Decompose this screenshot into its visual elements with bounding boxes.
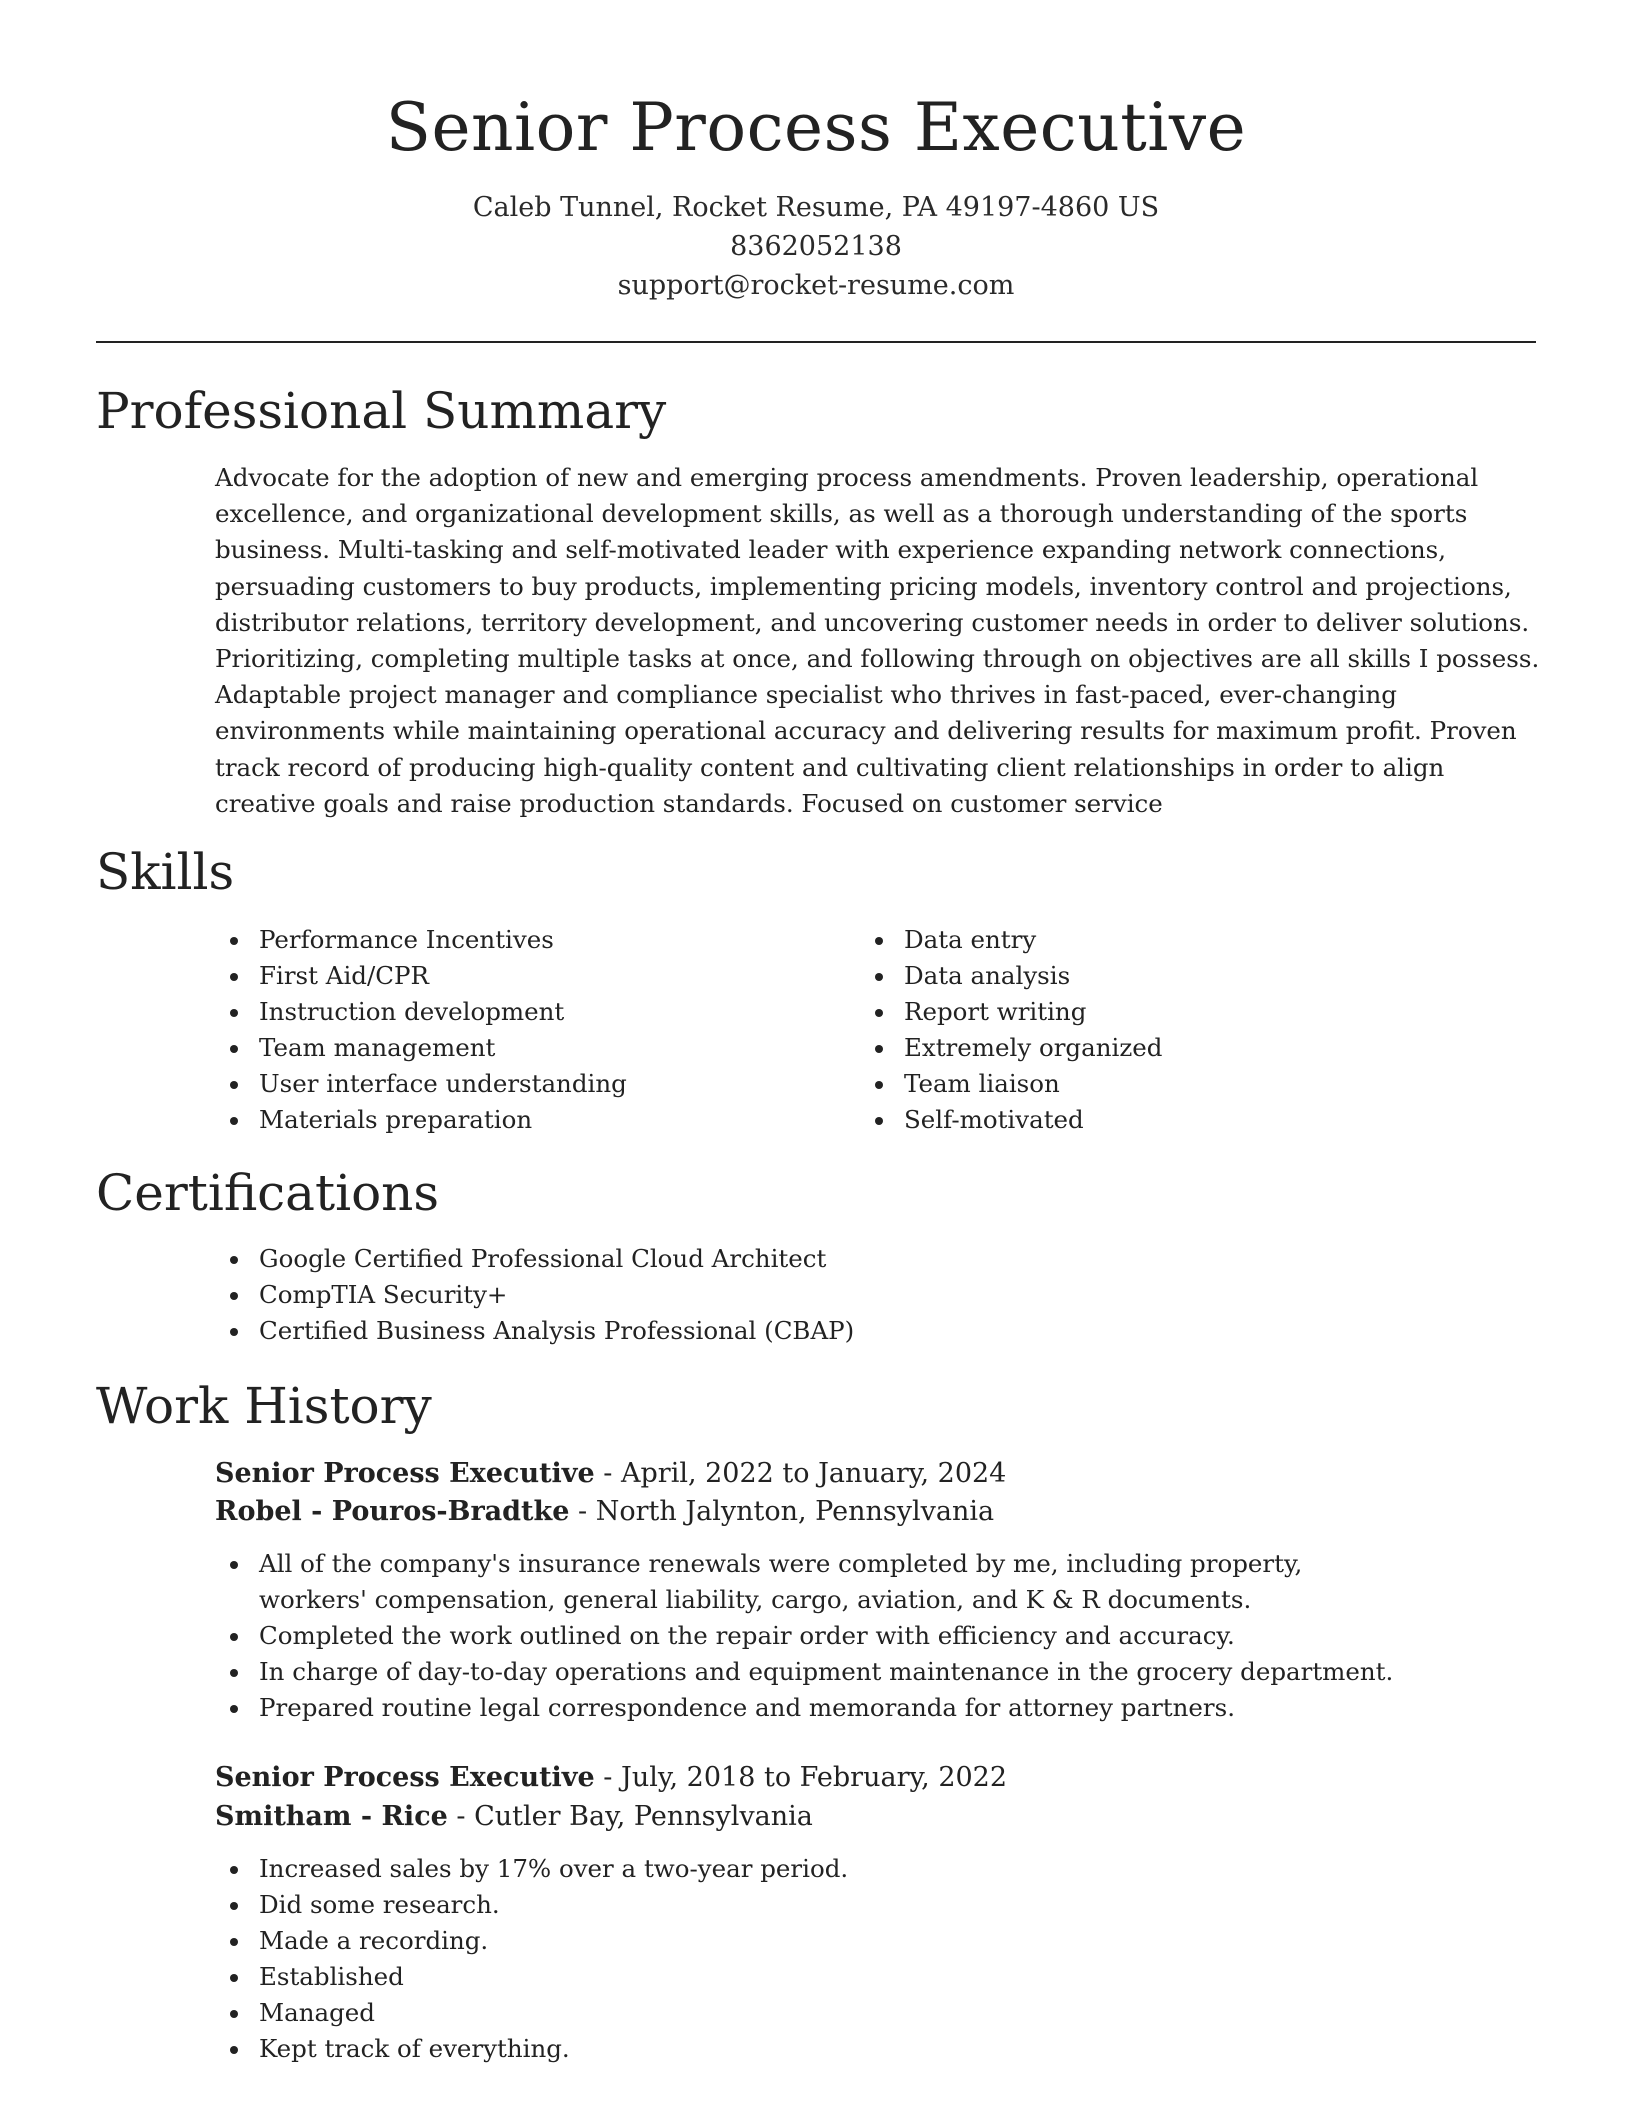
summary-heading: Professional Summary xyxy=(96,382,667,440)
job-dates: April, 2022 to January, 2024 xyxy=(621,1458,1007,1489)
skill-item: Team liaison xyxy=(860,1066,1460,1102)
job-dates: July, 2018 to February, 2022 xyxy=(621,1762,1008,1793)
job-location: Cutler Bay, Pennsylvania xyxy=(474,1801,813,1832)
skill-item: Materials preparation xyxy=(215,1102,815,1138)
certifications-heading: Certifications xyxy=(96,1164,440,1222)
job-bullet: Increased sales by 17% over a two-year period. xyxy=(215,1851,1395,1887)
skill-item: Extremely organized xyxy=(860,1030,1460,1066)
job-bullet: In charge of day-to-day operations and equipment maintenance in the grocery department. xyxy=(215,1654,1395,1690)
job-title-line xyxy=(215,1758,1007,1797)
separator: - xyxy=(603,1762,621,1793)
job-bullet: Established xyxy=(215,1959,1395,1995)
skills-list-right xyxy=(860,922,1460,1138)
contact-address: Caleb Tunnel, Rocket Resume, PA 49197-4860 US xyxy=(472,192,1160,223)
job-bullet: Prepared routine legal correspondence and memoranda for attorney partners. xyxy=(215,1690,1395,1726)
resume-title: Senior Process Executive xyxy=(385,89,1247,166)
job-title: Senior Process Executive xyxy=(215,1762,595,1793)
job-bullet: Made a recording. xyxy=(215,1923,1395,1959)
skill-item: Self-motivated xyxy=(860,1102,1460,1138)
certification-item: CompTIA Security+ xyxy=(215,1277,1415,1313)
certification-item: Certified Business Analysis Professional (CBAP) xyxy=(215,1313,1415,1349)
contact-block xyxy=(0,188,1632,305)
skill-item: Performance Incentives xyxy=(215,922,815,958)
job-company-line xyxy=(215,1492,994,1531)
skill-item: Data entry xyxy=(860,922,1460,958)
skill-item: Instruction development xyxy=(215,994,815,1030)
skill-item: Team management xyxy=(215,1030,815,1066)
separator: - xyxy=(578,1496,596,1527)
job-company: Smitham - Rice xyxy=(215,1801,448,1832)
job-bullet: Kept track of everything. xyxy=(215,2031,1395,2067)
skill-item: Data analysis xyxy=(860,958,1460,994)
summary-text: Advocate for the adoption of new and emerging process amendments. Proven leadership, operational excellence, and organizational development skills, as well as a thorough understanding of the sports business. Multi-tasking and self-motivated leader with experience expanding network connections, persuading customers to buy products, implementing pricing models, inventory control and projections, distributor relations, territory development, and uncovering customer needs in order to deliver solutions. Prioritizing, completing multiple tasks at once, and following through on objectives are all skills I possess. Adaptable project manager and compliance specialist who thrives in fast-paced, ever-changing environments while maintaining operational accuracy and delivering results for maximum profit. Proven track record of producing high-quality content and cultivating client relationships in order to align creative goals and raise production standards. Focused on customer service xyxy=(215,463,1540,818)
job-location: North Jalynton, Pennsylvania xyxy=(595,1496,995,1527)
skill-item: First Aid/CPR xyxy=(215,958,815,994)
job-bullet: All of the company's insurance renewals were completed by me, including property, workers' compensation, general liability, cargo, aviation, and K & R documents. xyxy=(215,1546,1395,1618)
skills-heading: Skills xyxy=(96,843,235,901)
job-bullet: Did some research. xyxy=(215,1887,1395,1923)
separator: - xyxy=(603,1458,621,1489)
separator: - xyxy=(456,1801,475,1832)
job-bullet: Managed xyxy=(215,1995,1395,2031)
skills-list-left xyxy=(215,922,815,1138)
certification-item: Google Certified Professional Cloud Architect xyxy=(215,1241,1415,1277)
certifications-list xyxy=(215,1241,1415,1349)
header-divider xyxy=(96,341,1536,343)
contact-email: support@rocket-resume.com xyxy=(617,270,1015,301)
job-company-line xyxy=(215,1797,813,1836)
contact-phone: 8362052138 xyxy=(730,231,902,262)
job-bullets xyxy=(215,1851,1395,2067)
skill-item: Report writing xyxy=(860,994,1460,1030)
job-title-line xyxy=(215,1454,1006,1493)
job-company: Robel - Pouros-Bradtke xyxy=(215,1496,570,1527)
work-history-heading: Work History xyxy=(96,1377,432,1435)
resume-header xyxy=(0,0,1632,305)
skill-item: User interface understanding xyxy=(215,1066,815,1102)
job-title: Senior Process Executive xyxy=(215,1458,595,1489)
job-bullet: Completed the work outlined on the repair order with efficiency and accuracy. xyxy=(215,1618,1395,1654)
job-bullets xyxy=(215,1546,1395,1726)
